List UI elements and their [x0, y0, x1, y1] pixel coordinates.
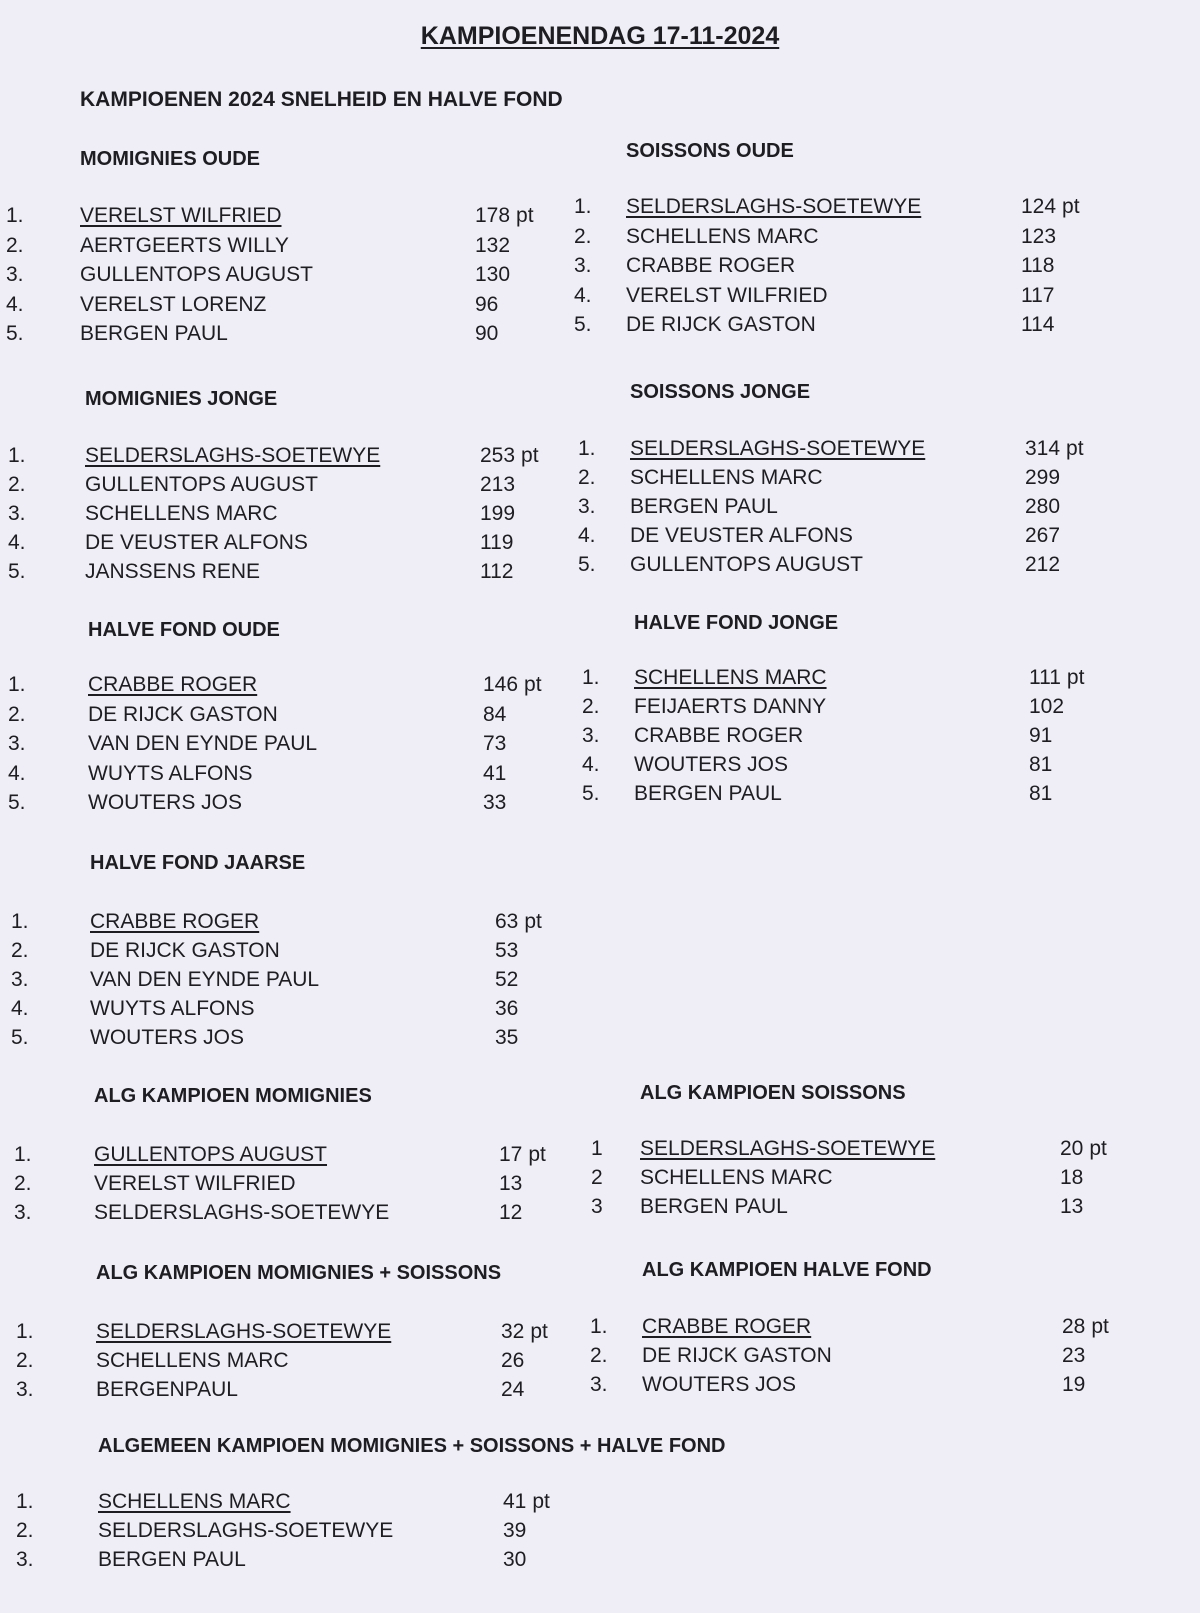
page-subtitle: KAMPIOENEN 2024 SNELHEID EN HALVE FOND [80, 88, 563, 111]
rank-number: 2. [590, 1344, 608, 1367]
points-number: 35 [495, 1026, 519, 1049]
rank-number: 1. [582, 666, 600, 689]
competitor-name: DE RIJCK GASTON [88, 702, 278, 726]
points-unit: pt [532, 1490, 550, 1513]
points-number: 132 [475, 233, 511, 257]
points-value [475, 322, 498, 346]
competitor-name: JANSSENS RENE [85, 560, 261, 583]
points-value [499, 1172, 522, 1196]
rank-number: 3. [582, 724, 600, 747]
points-value [1021, 195, 1080, 219]
rank-number: 2 [591, 1166, 603, 1189]
rank-number: 3. [16, 1548, 34, 1571]
points-number: 26 [501, 1349, 525, 1372]
points-number: 13 [1060, 1195, 1084, 1218]
points-value [483, 791, 506, 815]
points-value [483, 673, 542, 697]
competitor-name: WOUTERS JOS [88, 791, 243, 814]
points-number: 17 [499, 1143, 523, 1166]
points-value [1025, 553, 1060, 577]
points-value [1021, 284, 1054, 308]
points-number: 102 [1029, 695, 1065, 718]
rank-number: 4. [8, 761, 26, 785]
rank-number: 4. [582, 753, 600, 776]
points-number: 112 [480, 560, 514, 583]
rank-number: 5. [8, 791, 26, 814]
points-number: 41 [483, 761, 507, 785]
section-title: ALG KAMPIOEN MOMIGNIES [94, 1085, 372, 1107]
competitor-name: CRABBE ROGER [90, 910, 260, 933]
points-number: 84 [483, 702, 507, 726]
competitor-name: SELDERSLAGHS-SOETEWYE [640, 1137, 936, 1160]
competitor-name: VAN DEN EYNDE PAUL [88, 732, 318, 755]
rank-number: 2. [11, 939, 29, 962]
points-number: 39 [503, 1519, 527, 1542]
competitor-name: WUYTS ALFONS [88, 761, 253, 785]
points-value [1029, 666, 1084, 690]
competitor-name: DE RIJCK GASTON [90, 939, 280, 962]
competitor-name: SELDERSLAGHS-SOETEWYE [626, 195, 922, 218]
points-number: 114 [1021, 313, 1055, 336]
points-value [480, 502, 515, 526]
rank-number: 3. [8, 502, 26, 525]
points-value [1021, 313, 1054, 337]
competitor-name: CRABBE ROGER [634, 724, 804, 747]
points-value [495, 1026, 518, 1050]
points-number: 124 [1021, 195, 1057, 218]
points-number: 123 [1021, 224, 1057, 248]
points-value [480, 473, 515, 497]
rank-number: 1 [591, 1137, 603, 1160]
competitor-name: SCHELLENS MARC [626, 224, 819, 248]
points-value [1021, 254, 1054, 278]
points-number: 118 [1021, 254, 1055, 277]
points-value [475, 204, 534, 228]
points-value [480, 444, 539, 468]
rank-number: 4. [8, 531, 26, 554]
rank-number: 1. [11, 910, 29, 933]
points-value [1029, 753, 1052, 777]
points-number: 33 [483, 791, 507, 814]
competitor-name: SELDERSLAGHS-SOETEWYE [85, 444, 381, 467]
points-unit: pt [521, 444, 539, 467]
rank-number: 4. [6, 292, 24, 316]
points-unit: pt [1091, 1315, 1109, 1338]
points-number: 53 [495, 939, 519, 962]
competitor-name: CRABBE ROGER [626, 254, 796, 277]
points-value [483, 732, 506, 756]
points-number: 314 [1025, 437, 1061, 460]
points-value [1060, 1137, 1107, 1161]
competitor-name: BERGEN PAUL [634, 782, 782, 805]
points-value [501, 1378, 524, 1402]
competitor-name: SELDERSLAGHS-SOETEWYE [98, 1519, 394, 1542]
points-value [483, 762, 506, 786]
points-number: 24 [501, 1378, 525, 1401]
section-title: ALG KAMPIOEN SOISSONS [640, 1082, 906, 1104]
points-value [1029, 782, 1052, 806]
competitor-name: SCHELLENS MARC [98, 1490, 291, 1513]
competitor-name: DE RIJCK GASTON [626, 313, 816, 336]
points-number: 253 [480, 444, 516, 467]
competitor-name: WOUTERS JOS [634, 753, 789, 776]
page-title: KAMPIOENENDAG 17-11-2024 [420, 22, 780, 50]
competitor-name: SCHELLENS MARC [630, 466, 823, 489]
rank-number: 1. [14, 1143, 32, 1166]
points-number: 63 [495, 910, 519, 933]
rank-number: 3. [578, 495, 596, 518]
competitor-name: VERELST WILFRIED [94, 1172, 296, 1195]
points-value [480, 531, 513, 555]
points-number: 20 [1060, 1137, 1084, 1160]
points-number: 32 [501, 1320, 525, 1343]
section-title: HALVE FOND OUDE [88, 619, 280, 641]
points-number: 12 [499, 1201, 523, 1224]
competitor-name: BERGEN PAUL [630, 495, 778, 518]
rank-number: 1. [16, 1490, 34, 1513]
competitor-name: VERELST LORENZ [80, 292, 267, 316]
section-title: SOISSONS OUDE [626, 140, 794, 162]
points-value [495, 939, 518, 963]
rank-number: 5. [574, 313, 592, 336]
rank-number: 2. [16, 1519, 34, 1542]
points-number: 13 [499, 1172, 523, 1195]
competitor-name: GULLENTOPS AUGUST [80, 263, 314, 286]
points-number: 213 [480, 473, 516, 496]
points-number: 299 [1025, 466, 1061, 489]
points-value [503, 1548, 526, 1572]
section-title: ALGEMEEN KAMPIOEN MOMIGNIES + SOISSONS + HALVE FOND [98, 1435, 726, 1457]
competitor-name: GULLENTOPS AUGUST [94, 1143, 328, 1166]
points-value [503, 1519, 526, 1543]
rank-number: 5. [578, 553, 596, 576]
points-unit: pt [1066, 437, 1084, 460]
points-number: 36 [495, 997, 519, 1020]
competitor-name: VERELST WILFRIED [80, 204, 282, 227]
rank-number: 2. [8, 702, 26, 726]
rank-number: 1. [578, 437, 596, 460]
points-value [1025, 437, 1084, 461]
points-number: 119 [480, 531, 514, 554]
competitor-name: BERGEN PAUL [80, 322, 228, 345]
points-number: 178 [475, 204, 511, 227]
rank-number: 5. [6, 322, 24, 345]
points-value [1062, 1344, 1085, 1368]
points-value [499, 1201, 522, 1225]
competitor-name: WOUTERS JOS [90, 1026, 245, 1049]
points-value [1025, 524, 1060, 548]
points-number: 111 [1029, 666, 1061, 689]
competitor-name: WUYTS ALFONS [90, 997, 255, 1020]
points-value [501, 1320, 548, 1344]
competitor-name: SCHELLENS MARC [85, 502, 278, 525]
rank-number: 1. [8, 673, 26, 696]
competitor-name: DE VEUSTER ALFONS [85, 531, 308, 554]
rank-number: 4. [11, 997, 29, 1020]
rank-number: 2. [578, 466, 596, 489]
competitor-name: DE RIJCK GASTON [642, 1344, 832, 1367]
points-unit: pt [524, 910, 542, 933]
rank-number: 2. [6, 233, 24, 257]
rank-number: 3 [591, 1195, 603, 1218]
points-number: 52 [495, 968, 519, 991]
competitor-name: SELDERSLAGHS-SOETEWYE [630, 437, 926, 460]
points-value [1062, 1315, 1109, 1339]
section-title: MOMIGNIES OUDE [80, 148, 261, 170]
points-number: 130 [475, 263, 511, 286]
competitor-name: WOUTERS JOS [642, 1373, 797, 1396]
competitor-name: CRABBE ROGER [88, 673, 258, 696]
competitor-name: BERGEN PAUL [640, 1195, 788, 1218]
rank-number: 2. [16, 1349, 34, 1372]
rank-number: 1. [574, 195, 592, 218]
points-number: 96 [475, 292, 499, 316]
rank-number: 1. [8, 444, 26, 467]
rank-number: 3. [11, 968, 29, 991]
rank-number: 4. [578, 524, 596, 547]
points-number: 91 [1029, 724, 1053, 747]
points-number: 19 [1062, 1373, 1086, 1396]
rank-number: 2. [574, 224, 592, 248]
points-number: 23 [1062, 1344, 1086, 1367]
competitor-name: VAN DEN EYNDE PAUL [90, 968, 320, 991]
points-number: 212 [1025, 553, 1061, 576]
rank-number: 1. [590, 1315, 608, 1338]
points-value [1060, 1166, 1083, 1190]
points-number: 146 [483, 673, 519, 696]
points-number: 81 [1029, 753, 1053, 776]
competitor-name: CRABBE ROGER [642, 1315, 812, 1338]
competitor-name: SELDERSLAGHS-SOETEWYE [94, 1201, 390, 1224]
rank-number: 3. [574, 254, 592, 277]
rank-number: 2. [8, 473, 26, 496]
rank-number: 3. [590, 1373, 608, 1396]
rank-number: 1. [16, 1320, 34, 1343]
competitor-name: GULLENTOPS AUGUST [85, 473, 319, 496]
competitor-name: SCHELLENS MARC [634, 666, 827, 689]
points-value [499, 1143, 546, 1167]
points-number: 117 [1021, 283, 1055, 307]
competitor-name: FEIJAERTS DANNY [634, 695, 827, 718]
points-value [483, 703, 506, 727]
competitor-name: VERELST WILFRIED [626, 283, 828, 307]
rank-number: 2. [14, 1172, 32, 1195]
competitor-name: DE VEUSTER ALFONS [630, 524, 853, 547]
points-value [475, 293, 498, 317]
competitor-name: SCHELLENS MARC [640, 1166, 833, 1189]
rank-number: 3. [8, 732, 26, 755]
points-value [495, 910, 542, 934]
points-unit: pt [528, 1143, 546, 1166]
points-value [1021, 225, 1056, 249]
section-title: HALVE FOND JONGE [634, 612, 839, 634]
points-value [1025, 466, 1060, 490]
points-unit: pt [1089, 1137, 1107, 1160]
competitor-name: BERGENPAUL [96, 1378, 238, 1401]
rank-number: 1. [6, 204, 24, 227]
competitor-name: BERGEN PAUL [98, 1548, 246, 1571]
points-number: 73 [483, 732, 507, 755]
rank-number: 3. [6, 263, 24, 286]
points-value [1029, 695, 1064, 719]
section-title: MOMIGNIES JONGE [85, 388, 278, 410]
section-title: SOISSONS JONGE [630, 381, 811, 403]
section-title: ALG KAMPIOEN MOMIGNIES + SOISSONS [96, 1262, 502, 1284]
points-value [1062, 1373, 1085, 1397]
points-unit: pt [530, 1320, 548, 1343]
competitor-name: GULLENTOPS AUGUST [630, 553, 864, 576]
points-value [495, 968, 518, 992]
competitor-name: AERTGEERTS WILLY [80, 233, 289, 257]
points-number: 30 [503, 1548, 527, 1571]
competitor-name: SELDERSLAGHS-SOETEWYE [96, 1320, 392, 1343]
points-unit: pt [524, 673, 542, 696]
points-value [475, 234, 510, 258]
points-value [1060, 1195, 1083, 1219]
rank-number: 3. [14, 1201, 32, 1224]
rank-number: 3. [16, 1378, 34, 1401]
rank-number: 4. [574, 283, 592, 307]
points-number: 280 [1025, 495, 1061, 518]
points-number: 41 [503, 1490, 527, 1513]
points-number: 267 [1025, 524, 1061, 547]
points-unit: pt [1062, 195, 1080, 218]
points-value [1029, 724, 1052, 748]
points-unit: pt [1066, 666, 1085, 689]
points-value [495, 997, 518, 1021]
points-value [480, 560, 513, 584]
rank-number: 5. [11, 1026, 29, 1049]
points-number: 18 [1060, 1166, 1084, 1189]
competitor-name: SCHELLENS MARC [96, 1349, 289, 1372]
rank-number: 5. [582, 782, 600, 805]
points-number: 90 [475, 322, 499, 345]
points-unit: pt [516, 204, 534, 227]
points-value [475, 263, 510, 287]
points-number: 199 [480, 502, 516, 525]
points-value [1025, 495, 1060, 519]
rank-number: 5. [8, 560, 26, 583]
points-number: 28 [1062, 1315, 1086, 1338]
rank-number: 2. [582, 695, 600, 718]
points-number: 81 [1029, 782, 1053, 805]
section-title: HALVE FOND JAARSE [90, 852, 306, 874]
points-value [501, 1349, 524, 1373]
points-value [503, 1490, 550, 1514]
section-title: ALG KAMPIOEN HALVE FOND [642, 1259, 932, 1281]
